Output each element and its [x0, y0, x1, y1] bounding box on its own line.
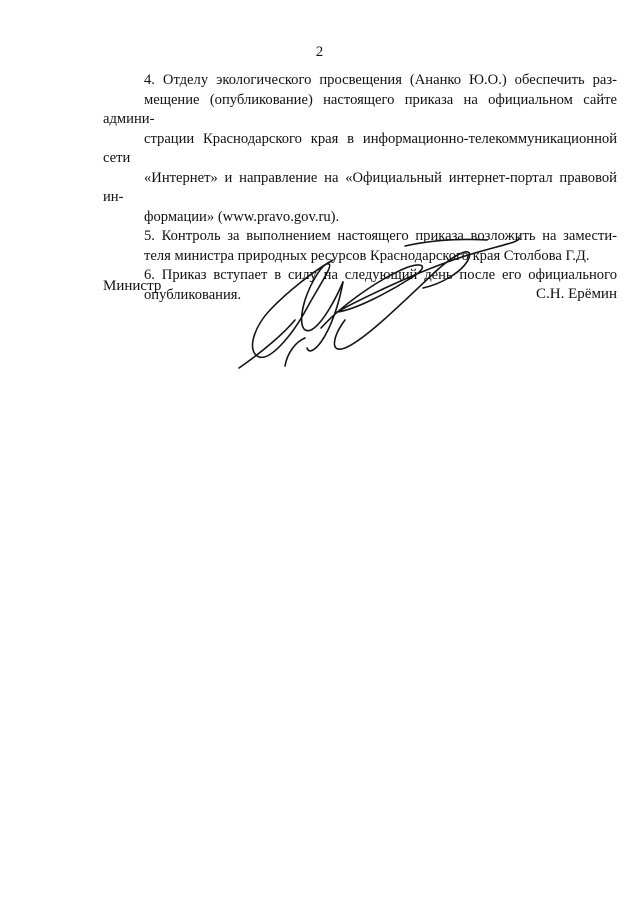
handwritten-signature	[225, 230, 530, 380]
signatory-name: С.Н. Ерёмин	[536, 286, 617, 302]
paragraph-line: 6. Приказ вступает в силу на следующий день после его официального	[144, 267, 617, 283]
paragraph-line: страции Краснодарского края в информационно-телекоммуникационной сети	[103, 130, 617, 166]
paragraph-line: теля министра природных ресурсов Краснодарского края Столбова Г.Д.	[144, 247, 590, 264]
paragraph-line: мещение (опубликование) настоящего приказа на официальном сайте админи-	[103, 91, 617, 127]
paragraph-line: 5. Контроль за выполнением настоящего приказа возложить на замести-	[144, 228, 617, 244]
paragraph-line: «Интернет» и направление на «Официальный интернет-портал правовой ин-	[103, 169, 617, 205]
page-number: 2	[315, 44, 324, 60]
signatory-title: Министр	[103, 278, 162, 294]
paragraph-line: опубликования.	[144, 286, 242, 303]
paragraph-line: 4. Отделу экологического просвещения (Ананко Ю.О.) обеспечить раз-	[144, 72, 617, 88]
paragraph-4	[103, 71, 617, 227]
paragraph-line: формации» (www.pravo.gov.ru).	[144, 208, 340, 225]
